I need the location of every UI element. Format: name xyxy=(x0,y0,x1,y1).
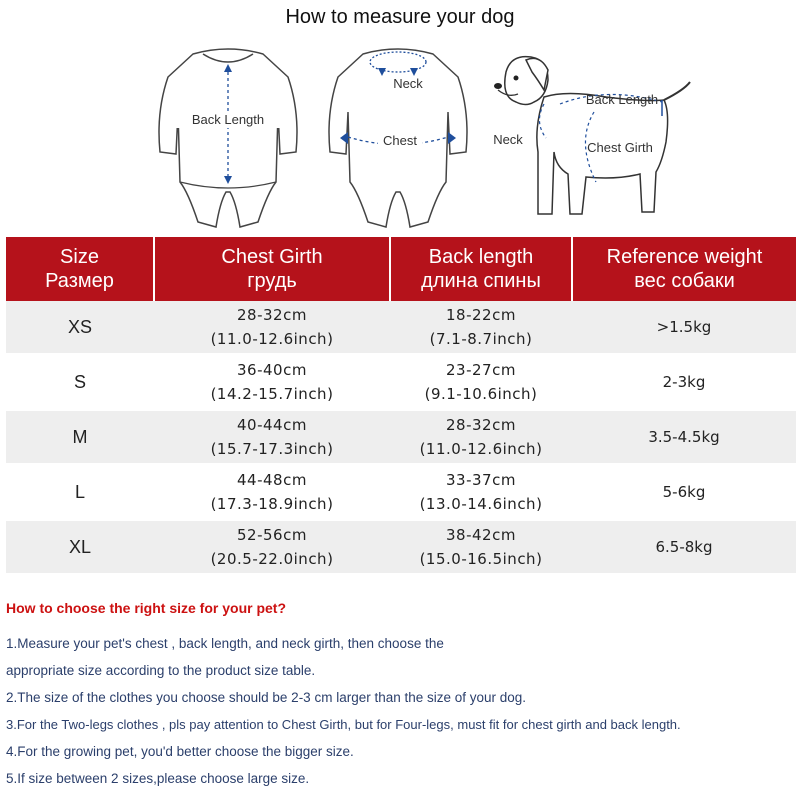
guide-line: 5.If size between 2 sizes,please choose large size. xyxy=(6,771,310,786)
back-neck-label: Neck xyxy=(393,76,423,91)
guide-line: 2.The size of the clothes you choose should be 2-3 cm larger than the size of your dog. xyxy=(6,690,527,705)
guide-line: appropriate size according to the product size table. xyxy=(6,663,316,678)
weight-cell: >1.5kg xyxy=(572,301,796,353)
size-cell: XL xyxy=(6,521,154,573)
table-row xyxy=(6,466,796,518)
guide-line: 3.For the Two-legs clothes , pls pay attention to Chest Girth, but for Four-legs, must fit for chest girth and back length. xyxy=(6,717,681,732)
jumpsuit-back-illustration xyxy=(318,42,478,232)
jumpsuit-front-illustration xyxy=(148,42,308,232)
size-cell: S xyxy=(73,371,86,392)
header-reference-weight: Reference weight вес собаки xyxy=(572,237,796,301)
guide-heading: How to choose the right size for your pet? xyxy=(6,600,287,616)
guide-line: 4.For the growing pet, you'd better choose the bigger size. xyxy=(6,744,354,759)
chest-cell: 36-40cm (14.2-15.7inch) xyxy=(210,361,334,403)
table-header-row xyxy=(6,237,796,301)
table-row xyxy=(6,411,796,463)
back-cell: 28-32cm (11.0-12.6inch) xyxy=(390,411,572,463)
table-row xyxy=(6,521,796,573)
chest-cell: 52-56cm (20.5-22.0inch) xyxy=(154,521,390,573)
header-chest-girth: Chest Girth грудь xyxy=(154,237,390,301)
back-chest-label: Chest xyxy=(383,133,417,148)
size-table xyxy=(6,237,796,573)
dog-neck-label: Neck xyxy=(493,132,523,147)
header-size: Size Размер xyxy=(6,237,154,301)
weight-cell: 2-3kg xyxy=(662,373,706,391)
dog-back-length-label: Back Length xyxy=(585,92,659,107)
header-back-length: Back length длина спины xyxy=(390,237,572,301)
table-row xyxy=(6,356,796,408)
weight-cell: 5-6kg xyxy=(662,483,706,501)
dog-chest-girth-label: Chest Girth xyxy=(587,140,653,155)
size-cell: M xyxy=(6,411,154,463)
page-title: How to measure your dog xyxy=(285,6,515,28)
back-cell: 38-42cm (15.0-16.5inch) xyxy=(390,521,572,573)
weight-cell: 6.5-8kg xyxy=(572,521,796,573)
chest-cell: 28-32cm (11.0-12.6inch) xyxy=(154,301,390,353)
back-cell: 33-37cm (13.0-14.6inch) xyxy=(419,471,543,513)
weight-cell: 3.5-4.5kg xyxy=(572,411,796,463)
size-guide xyxy=(6,600,796,792)
size-cell: XS xyxy=(6,301,154,353)
dog-illustration xyxy=(486,42,696,232)
table-row xyxy=(6,301,796,353)
back-cell: 23-27cm (9.1-10.6inch) xyxy=(424,361,538,403)
guide-line: 1.Measure your pet's chest , back length, and neck girth, then choose the xyxy=(6,636,444,651)
back-cell: 18-22cm (7.1-8.7inch) xyxy=(390,301,572,353)
size-cell: L xyxy=(74,481,85,502)
chest-cell: 44-48cm (17.3-18.9inch) xyxy=(210,471,334,513)
chest-cell: 40-44cm (15.7-17.3inch) xyxy=(154,411,390,463)
front-back-length-label: Back Length xyxy=(191,112,265,127)
